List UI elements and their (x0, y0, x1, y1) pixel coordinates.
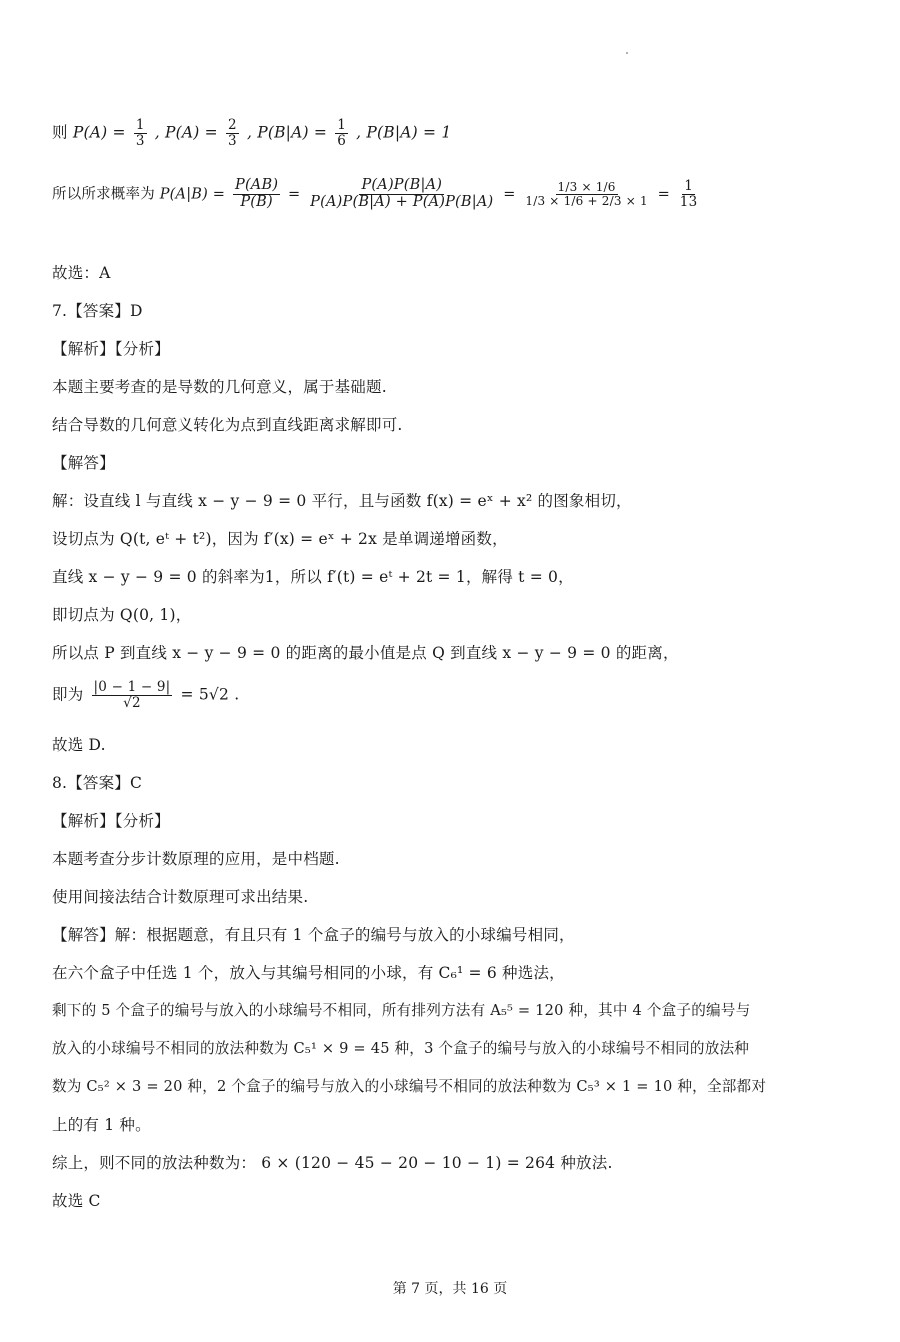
q7-solution-step-1: 解：设直线 l 与直线 x − y − 9 = 0 平行，且与函数 f(x) = eˣ + x² 的图象相切， (52, 492, 632, 510)
frac-2-3: $\frac{2}{3}$ (228, 117, 237, 149)
q8-solution-step-6: 上的有 1 种。 (52, 1116, 151, 1134)
q8-solution-step-2: 在六个盒子中任选 1 个，放入与其编号相同的小球，有 C₆¹ = 6 种选法， (52, 964, 565, 982)
frac-numeric: $\frac{1/3 \times 1/6}{1/3 \times 1/6 + 2/3 \times 1}$ (525, 179, 648, 208)
q7-solution-step-4: 即切点为 Q(0, 1)， (52, 606, 192, 624)
frac-result: $\frac{1}{13}$ (679, 178, 698, 210)
q7-analysis-heading: 【解析】【分析】 (52, 340, 170, 358)
q8-summary: 综上，则不同的放法种数为： 6 × (120 − 45 − 20 − 10 − 1) = 264 种放法. (52, 1154, 613, 1172)
q8-solution-step-3: 剩下的 5 个盒子的编号与放入的小球编号不相同，所有排列方法有 A₅⁵ = 120 种，其中 4 个盒子的编号与 (52, 1002, 751, 1019)
q7-analysis-text-2: 结合导数的几何意义转化为点到直线距离求解即可. (52, 416, 403, 434)
equals-1: = (288, 186, 301, 203)
text-suoyi: 所以所求概率为 (52, 186, 155, 203)
q8-solution-step-1: 【解答】解：根据题意，有且只有 1 个盒子的编号与放入的小球编号相同， (52, 926, 575, 944)
page-number-footer: 第 7 页，共 16 页 (392, 1281, 508, 1297)
distance-result: = 5√2 . (180, 685, 240, 704)
pba-label: , P(B|A) = (246, 123, 328, 142)
pbabar-label: , P(B|A) = 1 (356, 123, 452, 142)
scan-speck (626, 52, 628, 54)
text-ze: 则 (52, 123, 68, 142)
equals-2: = (503, 186, 516, 203)
frac-1-3: $\frac{1}{3}$ (135, 117, 145, 149)
q8-solution-step-4: 放入的小球编号不相同的放法种数为 C₅¹ × 9 = 45 种，3 个盒子的编号与放入的小球编号不相同的放法种 (52, 1040, 750, 1057)
q8-analysis-text-2: 使用间接法结合计数原理可求出结果. (52, 888, 309, 906)
q7-solution-step-3: 直线 x − y − 9 = 0 的斜率为1，所以 f′(t) = eᵗ + 2t = 1，解得 t = 0， (52, 568, 574, 586)
answer-choice-d: 故选 D. (52, 736, 106, 754)
pab-lhs: P(A|B) = (159, 186, 226, 203)
answer-choice-c: 故选 C (52, 1192, 101, 1210)
q8-solution-step-5: 数为 C₅² × 3 = 20 种，2 个盒子的编号与放入的小球编号不相同的放法种数为 C₅³ × 1 = 10 种，全部都对 (52, 1078, 767, 1095)
answer-choice-a: 故选：A (52, 264, 111, 282)
conditional-probability-line (52, 178, 702, 211)
q7-answer: 7.【答案】D (52, 302, 143, 320)
q8-analysis-text-1: 本题考查分步计数原理的应用，是中档题. (52, 850, 340, 868)
q7-solution-heading: 【解答】 (52, 454, 115, 472)
q8-analysis-heading: 【解析】【分析】 (52, 812, 170, 830)
pa-label: P(A) = (72, 123, 126, 142)
q7-solution-step-5: 所以点 P 到直线 x − y − 9 = 0 的距离的最小值是点 Q 到直线 x − y − 9 = 0 的距离， (52, 644, 679, 662)
q7-analysis-text-1: 本题主要考查的是导数的几何意义，属于基础题. (52, 378, 387, 396)
text-jiwei: 即为 (52, 685, 84, 704)
pabar-label: , P(A) = (154, 123, 218, 142)
frac-bayes: $\frac{P(A)P(B|A)}{P(A)P(B|A) + P(A)P(B|A)}$ (310, 177, 494, 210)
q7-distance-line (52, 680, 239, 711)
frac-1-6: $\frac{1}{6}$ (337, 117, 346, 149)
q7-solution-step-2: 设切点为 Q(t, eᵗ + t²)，因为 f′(x) = eˣ + 2x 是单调递增函数， (52, 530, 508, 548)
frac-pab-pb: $\frac{P(AB)}{P(B)}$ (234, 177, 279, 210)
probability-values-line (52, 118, 451, 149)
frac-distance: $\frac{|0 - 1 - 9|}{√2}$ (93, 679, 171, 711)
q8-answer: 8.【答案】C (52, 774, 143, 792)
equals-3: = (657, 186, 670, 203)
